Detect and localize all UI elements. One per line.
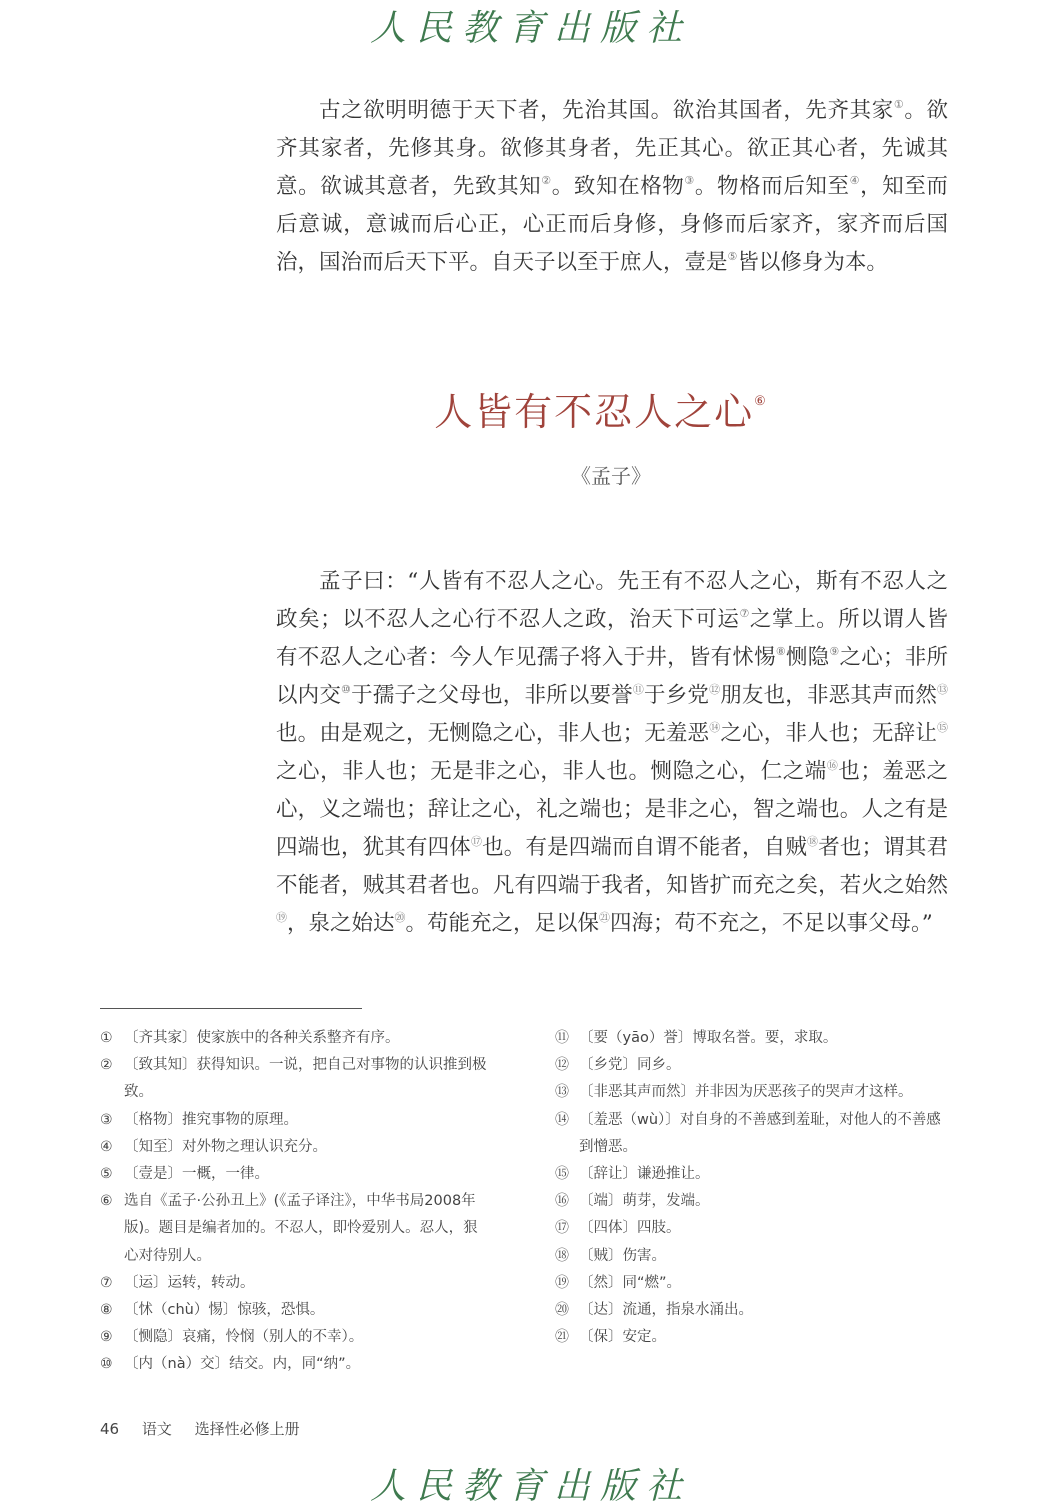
footnote-number: ⑪ xyxy=(555,1030,569,1046)
footnote-item xyxy=(555,1270,947,1297)
footnote-number: ③ xyxy=(100,1111,113,1128)
footnote-item xyxy=(100,1351,492,1378)
text-run: 古之欲明明德于天下者，先治其国。欲治其国者，先齐其家 xyxy=(319,98,894,123)
footnote-mark[interactable]: ⑱ xyxy=(807,835,819,848)
footnote-text: 〔内（nà）交〕结交。内，同“纳”。 xyxy=(124,1356,361,1373)
footnote-mark[interactable]: ⑲ xyxy=(276,911,287,924)
footnote-text: 〔保〕安定。 xyxy=(579,1329,666,1346)
footnote-number: ㉑ xyxy=(555,1329,569,1346)
text-run: 者也；谓其君不能者，贼其君者也。凡有四端于我者，知皆扩而充之矣，若火之始然 xyxy=(276,835,949,898)
text-run: 。致知在格物 xyxy=(551,174,685,199)
footnote-item xyxy=(555,1188,947,1215)
footnote-text: 选自《孟子·公孙丑上》(《孟子译注》，中华书局2008年版)。题目是编者加的。不忍人，即怜爱别人。忍人，狠心对待别人。 xyxy=(124,1193,478,1264)
footnote-text: 〔运〕运转，转动。 xyxy=(124,1274,255,1291)
footnote-number: ⑨ xyxy=(100,1329,113,1346)
footnote-item xyxy=(100,1324,492,1351)
footnote-text: 〔格物〕推究事物的原理。 xyxy=(124,1111,298,1128)
publisher-watermark-top: 人民教育出版社 xyxy=(369,8,692,49)
text-run: 之心；非所以内交 xyxy=(276,645,948,708)
footnote-number: ⑧ xyxy=(100,1302,113,1319)
footnote-item xyxy=(100,1188,492,1270)
footnote-text: 〔达〕流通，指泉水涌出。 xyxy=(579,1302,753,1319)
footnote-number: ⑦ xyxy=(100,1274,113,1291)
footnote-text: 〔恻隐〕哀痛，怜悯（别人的不幸）。 xyxy=(124,1329,364,1346)
text-run: 。物格而后知至 xyxy=(694,174,850,199)
footnote-mark[interactable]: ② xyxy=(541,174,552,187)
footnote-text: 〔知至〕对外物之理认识充分。 xyxy=(124,1138,327,1155)
footnote-mark[interactable]: ⑤ xyxy=(727,250,738,263)
footnotes-right-column xyxy=(555,1025,947,1351)
footnote-item xyxy=(555,1025,947,1052)
footnote-item xyxy=(100,1161,492,1188)
footnote-divider xyxy=(100,1008,362,1009)
text-run: 也。有是四端而自谓不能者，自贼 xyxy=(482,835,808,860)
text-run: 。欲齐其家者，先修其身。欲修其身者，先正其心。欲正其心者，先诚其意。欲诚其意者，先致其知 xyxy=(276,98,948,199)
footnote-text: 〔羞恶（wù）〕对自身的不善感到羞耻，对他人的不善感到憎恶。 xyxy=(579,1111,941,1155)
text-run: 朋友也，非恶其声而然 xyxy=(720,683,937,708)
lesson-title xyxy=(0,381,1062,436)
footnote-item xyxy=(555,1297,947,1324)
footnote-number: ⑥ xyxy=(100,1193,113,1210)
footnote-number: ⑩ xyxy=(100,1356,113,1373)
footnote-item xyxy=(100,1270,492,1297)
lesson-author: 《孟子》 xyxy=(571,464,651,488)
text-run: 也；羞恶之心，义之端也；辞让之心，礼之端也；是非之心，智之端也。人之有是四端也，犹其有四体 xyxy=(276,759,948,860)
passage-mencius-paragraph xyxy=(276,563,948,943)
footnote-text: 〔要（yāo）誉〕博取名誉。要，求取。 xyxy=(579,1030,838,1046)
passage-daxue xyxy=(276,92,948,282)
footnote-text: 〔端〕萌芽，发端。 xyxy=(579,1193,710,1210)
footnote-text: 〔贼〕伤害。 xyxy=(579,1247,666,1264)
footnote-text: 〔然〕同“燃”。 xyxy=(579,1274,682,1291)
footnote-number: ⑰ xyxy=(555,1220,569,1237)
footnote-mark[interactable]: ㉑ xyxy=(599,911,611,924)
footnote-number: ⑬ xyxy=(555,1084,569,1101)
footnote-item xyxy=(100,1052,492,1106)
text-run: 之心，非人也；无是非之心，非人也。恻隐之心，仁之端 xyxy=(276,759,827,784)
footnote-text: 〔致其知〕获得知识。一说，把自己对事物的认识推到极致。 xyxy=(124,1057,487,1101)
footnote-number: ⑤ xyxy=(100,1166,113,1183)
text-run: 孟子曰：“人皆有不忍人之心。先王有不忍人之心，斯有不忍人之政矣；以不忍人之心行不忍人之政，治天下可运 xyxy=(276,569,948,632)
footer-subject: 语文 xyxy=(141,1420,172,1438)
footnote-mark[interactable]: ⑦ xyxy=(739,607,750,620)
text-run: 之掌上。所以谓人皆有不忍人之心者：今人乍见孺子将入于井，皆有怵惕 xyxy=(276,607,948,670)
footnote-mark[interactable]: ① xyxy=(893,98,905,111)
footnote-item xyxy=(100,1107,492,1134)
lesson-title-text: 人皆有不忍人之心 xyxy=(434,390,755,434)
text-run: 恻隐 xyxy=(785,645,830,670)
footnote-mark[interactable]: ⑭ xyxy=(709,721,721,734)
footnote-mark[interactable]: ⑬ xyxy=(937,683,948,696)
footnote-number: ⑱ xyxy=(555,1247,569,1264)
text-run: 之心，非人也；无辞让 xyxy=(720,721,937,746)
text-run: 。苟能充之，足以保 xyxy=(405,911,600,936)
footnote-mark[interactable]: ⑩ xyxy=(341,683,352,696)
text-run: 也。由是观之，无恻隐之心，非人也；无羞恶 xyxy=(276,721,710,746)
footnote-number: ⑯ xyxy=(555,1193,569,1210)
footnote-number: ② xyxy=(100,1057,113,1074)
footnote-mark[interactable]: ④ xyxy=(849,174,861,187)
title-footnote-mark[interactable]: ⑥ xyxy=(754,394,768,409)
footnote-mark[interactable]: ⑰ xyxy=(470,835,483,848)
text-run: 于孺子之父母也，非所以要誉 xyxy=(351,683,633,708)
footnote-text: 〔乡党〕同乡。 xyxy=(579,1057,681,1074)
footnotes-left-column xyxy=(100,1025,492,1379)
footnote-number: ⑭ xyxy=(555,1111,569,1128)
footnote-text: 〔壹是〕一概，一律。 xyxy=(124,1166,269,1183)
footnote-item xyxy=(555,1079,947,1106)
footnote-mark[interactable]: ⑮ xyxy=(937,721,948,734)
footnote-text: 〔非恶其声而然〕并非因为厌恶孩子的哭声才这样。 xyxy=(579,1084,913,1101)
footnote-mark[interactable]: ⑪ xyxy=(632,683,645,696)
footnote-mark[interactable]: ⑳ xyxy=(394,911,406,924)
text-run: 皆以修身为本。 xyxy=(737,250,888,275)
footnote-item xyxy=(100,1134,492,1161)
footnote-number: ④ xyxy=(100,1138,113,1155)
text-run: ，泉之始达 xyxy=(287,911,395,936)
footer-volume: 选择性必修上册 xyxy=(194,1420,300,1438)
footnote-mark[interactable]: ③ xyxy=(684,174,695,187)
footnote-mark[interactable]: ⑧ xyxy=(775,645,786,658)
text-run: 于乡党 xyxy=(644,683,710,708)
footnote-number: ① xyxy=(100,1030,113,1046)
page-number: 46 xyxy=(100,1420,120,1438)
footnote-number: ⑳ xyxy=(555,1302,569,1319)
footnote-mark[interactable]: ⑫ xyxy=(709,683,721,696)
footnote-text: 〔怵（chù）惕〕惊骇，恐惧。 xyxy=(124,1302,325,1319)
passage-mencius xyxy=(276,563,948,943)
footnote-item xyxy=(555,1324,947,1351)
passage-daxue-paragraph xyxy=(276,92,948,282)
footnote-item xyxy=(100,1297,492,1324)
page-footer xyxy=(100,1418,318,1439)
footnote-mark[interactable]: ⑨ xyxy=(829,645,840,658)
footnote-item xyxy=(555,1161,947,1188)
footnote-number: ⑮ xyxy=(555,1166,569,1183)
footnote-text: 〔四体〕四肢。 xyxy=(579,1220,681,1237)
text-run: 四海；苟不充之，不足以事父母。” xyxy=(610,911,933,936)
footnote-mark[interactable]: ⑯ xyxy=(826,759,839,772)
footnote-item xyxy=(555,1243,947,1270)
footnote-item xyxy=(555,1107,947,1161)
footnote-text: 〔辞让〕谦逊推让。 xyxy=(579,1166,710,1183)
publisher-watermark-bottom: 人民教育出版社 xyxy=(369,1466,692,1507)
text-run: ，知至而后意诚，意诚而后心正，心正而后身修，身修而后家齐，家齐而后国治，国治而后天下平。自天子以至于庶人，壹是 xyxy=(276,174,948,275)
footnote-number: ⑫ xyxy=(555,1057,569,1074)
footnote-item xyxy=(555,1215,947,1242)
footnote-item xyxy=(100,1025,492,1052)
footnote-text: 〔齐其家〕使家族中的各种关系整齐有序。 xyxy=(124,1030,400,1046)
footnote-number: ⑲ xyxy=(555,1274,569,1291)
footnote-item xyxy=(555,1052,947,1079)
